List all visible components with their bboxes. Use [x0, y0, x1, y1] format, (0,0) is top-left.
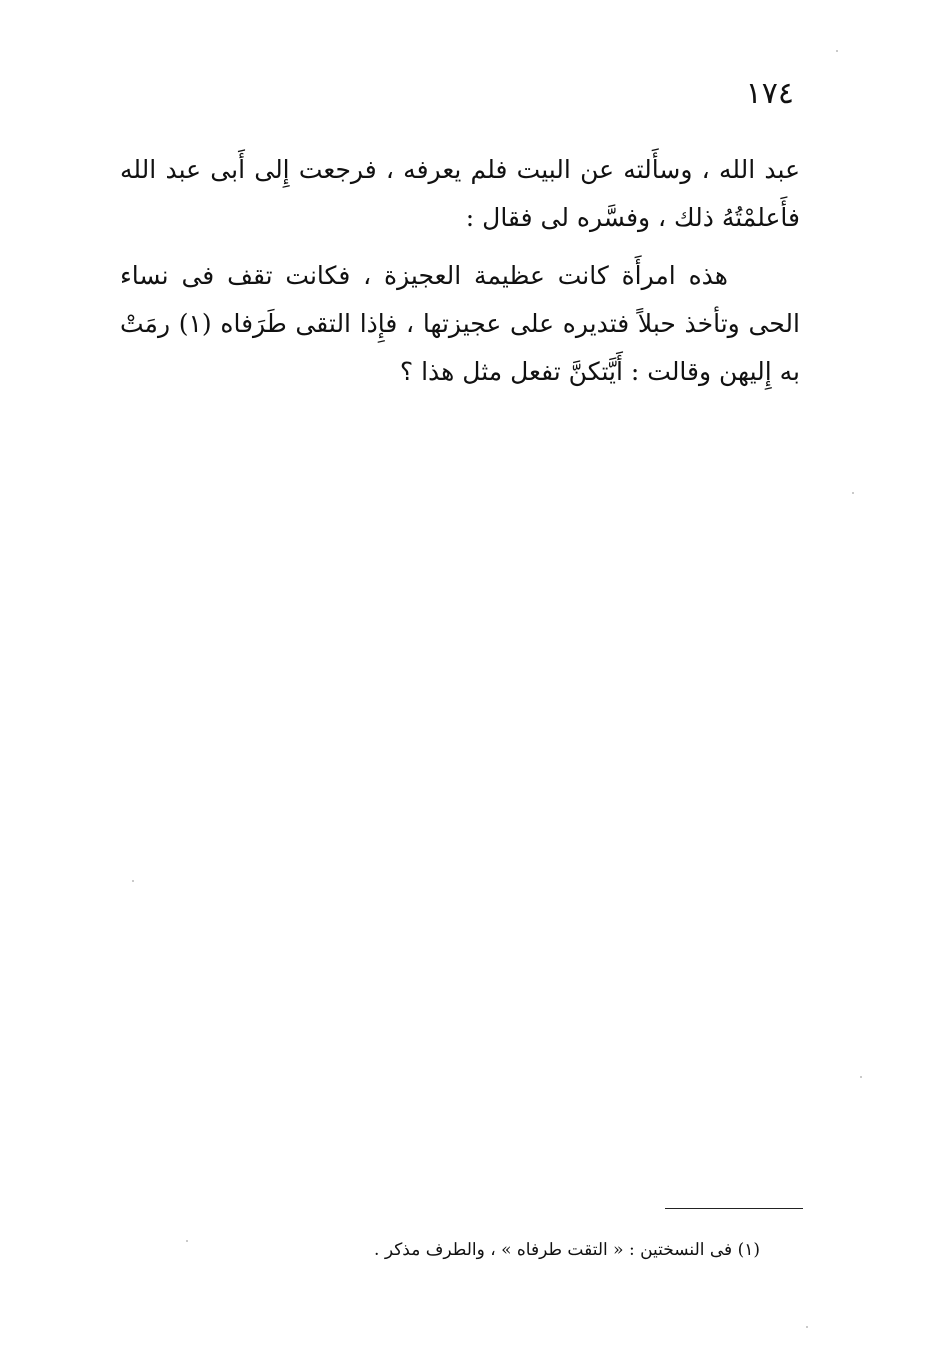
scan-speck [860, 1076, 862, 1078]
paragraph-2: هذه امرأَة كانت عظيمة العجيزة ، فكانت تقف فى نساء الحى وتأخذ حبلاً فتديره على عجيزتها ، فإِذا التقى طَرَفاه (١) رمَتْ به إِليهن وقالت : أَيَّتكنَّ تفعل مثل هذا ؟ [120, 261, 800, 386]
paragraph-1: عبد الله ، وسأَلته عن البيت فلم يعرفه ، فرجعت إِلى أَبى عبد الله فأَعلمْتُهُ ذلك ، وفسَّره لى فقال : [120, 155, 800, 232]
scan-speck [186, 1240, 188, 1242]
scan-speck [806, 1326, 808, 1328]
scan-speck [836, 50, 838, 52]
footnote-separator [665, 1208, 803, 1209]
scan-speck [132, 880, 134, 882]
footnote: (١) فى النسختين : « التقت طرفاه » ، والطرف مذكر . [374, 1240, 760, 1260]
page-number: ١٧٤ [745, 76, 794, 111]
main-text [120, 146, 800, 396]
scan-speck [852, 492, 854, 494]
